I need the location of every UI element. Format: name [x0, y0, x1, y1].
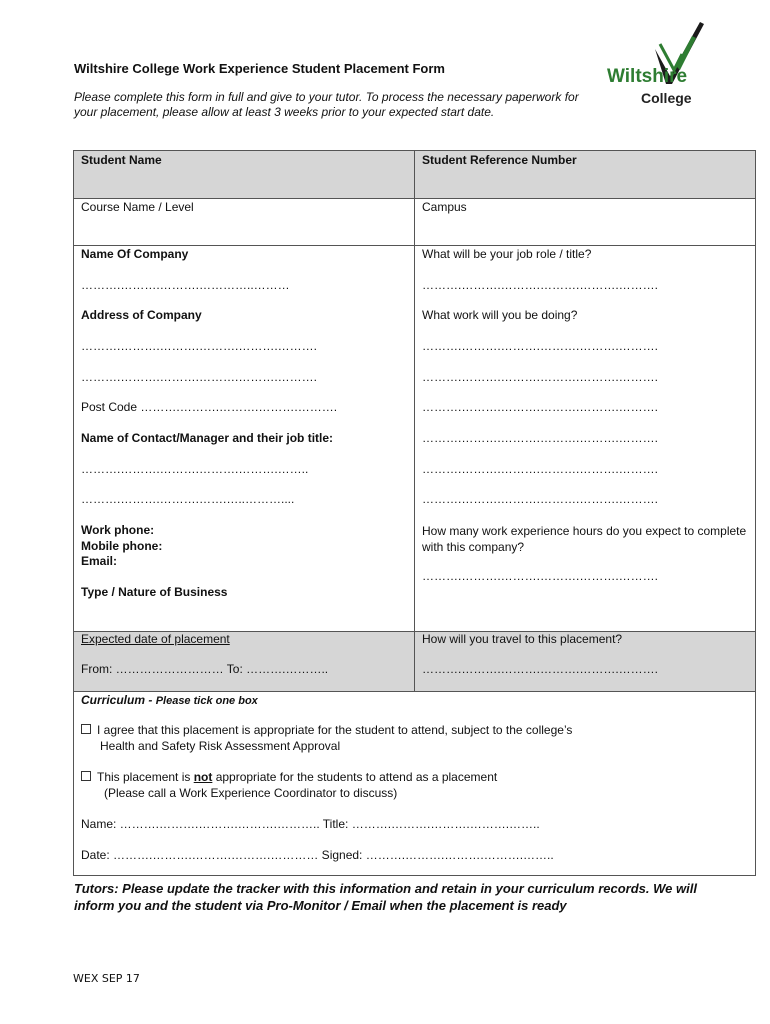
work-doing-label: What work will you be doing? [422, 308, 578, 322]
curriculum-heading [81, 693, 258, 707]
hours-label: How many work experience hours do you expect to complete with this company? [422, 524, 747, 554]
travel-label: How will you travel to this placement? [422, 632, 623, 646]
tutor-note: Tutors: Please update the tracker with this information and retain in your curriculum records. We will inform you and the student via Pro-Monitor / Email when the placement is ready [74, 881, 697, 913]
contact-field-1[interactable]: ……….……….……….……….……….…….. [81, 462, 309, 476]
student-ref-label: Student Reference Number [422, 153, 577, 167]
placement-form [73, 150, 756, 876]
travel-field[interactable]: ……….……….……….……….……….………. [422, 662, 659, 676]
work-doing-field-6[interactable]: ……….……….……….……….……….………. [422, 492, 659, 506]
curriculum-label: Curriculum - [81, 693, 153, 707]
approve-text: I agree that this placement is appropriate for the student to attend, subject to the college’s [97, 723, 573, 737]
work-doing-field-2[interactable]: ……….……….……….……….……….………. [422, 370, 659, 384]
work-doing-field-1[interactable]: ……….……….……….……….……….………. [422, 339, 659, 353]
address-field-1[interactable]: ……….……….……….……….……….………. [81, 339, 318, 353]
hours-field[interactable]: ……….……….……….……….……….………. [422, 569, 659, 583]
company-address-label: Address of Company [81, 308, 202, 322]
form-reference: WEX SEP 17 [73, 972, 140, 985]
approve-checkbox[interactable] [81, 724, 91, 734]
from-to-field[interactable]: From: ……………………… To: ……….……….. [81, 662, 329, 676]
mobile-phone-label: Mobile phone: [81, 539, 163, 553]
date-signed-field[interactable]: Date: ……….……….……….……….………… Signed: ……….……….……….……….…….. [81, 848, 554, 862]
logo-college: College [641, 90, 692, 106]
not-emphasis: not [193, 770, 213, 784]
email-label: Email: [81, 554, 118, 568]
job-role-field[interactable]: ……….……….……….……….……….………. [422, 278, 659, 292]
work-phone-label: Work phone: [81, 523, 155, 537]
work-doing-field-3[interactable]: ……….……….……….……….……….………. [422, 400, 659, 414]
expected-date-label: Expected date of placement [81, 632, 230, 646]
job-role-label: What will be your job role / title? [422, 247, 592, 261]
student-name-label: Student Name [81, 153, 162, 167]
column-divider [414, 151, 415, 691]
business-type-label: Type / Nature of Business [81, 585, 228, 599]
logo-wiltshire: Wiltshire [607, 66, 688, 87]
option-not-appropriate[interactable] [81, 770, 497, 784]
contact-field-2[interactable]: ……….……….……….…….…..……….... [81, 492, 295, 506]
address-field-2[interactable]: ……….……….……….……….……….………. [81, 370, 318, 384]
postcode-field[interactable]: Post Code ……….……….……….……….………. [81, 400, 338, 414]
tick-instruction: Please tick one box [155, 695, 258, 707]
not-appropriate-text-line2: (Please call a Work Experience Coordinator to discuss) [104, 786, 398, 800]
intro-text: Please complete this form in full and give to your tutor. To process the necessary paperwork for your placement, please allow at least 3 weeks prior to your expected start date. [74, 90, 579, 119]
not-appropriate-checkbox[interactable] [81, 771, 91, 781]
contact-label: Name of Contact/Manager and their job title: [81, 431, 334, 445]
approve-text-line2: Health and Safety Risk Assessment Approval [100, 739, 341, 753]
company-name-field[interactable]: ……….……….……….…………..……… [81, 278, 290, 292]
course-label: Course Name / Level [81, 200, 194, 214]
option-approve[interactable] [81, 723, 572, 737]
form-title: Wiltshire College Work Experience Student Placement Form [74, 61, 445, 76]
not-appropriate-pre: This placement is [97, 770, 194, 784]
company-name-label: Name Of Company [81, 247, 189, 261]
work-doing-field-4[interactable]: ……….……….……….……….……….………. [422, 431, 659, 445]
not-appropriate-post: appropriate for the students to attend as a placement [212, 770, 498, 784]
work-doing-field-5[interactable]: ……….……….……….……….……….………. [422, 462, 659, 476]
campus-label: Campus [422, 200, 467, 214]
name-title-field[interactable]: Name: ……….……….……….……….……….. Title: ……….……….……….……….…….. [81, 817, 540, 831]
row-divider [74, 691, 755, 692]
